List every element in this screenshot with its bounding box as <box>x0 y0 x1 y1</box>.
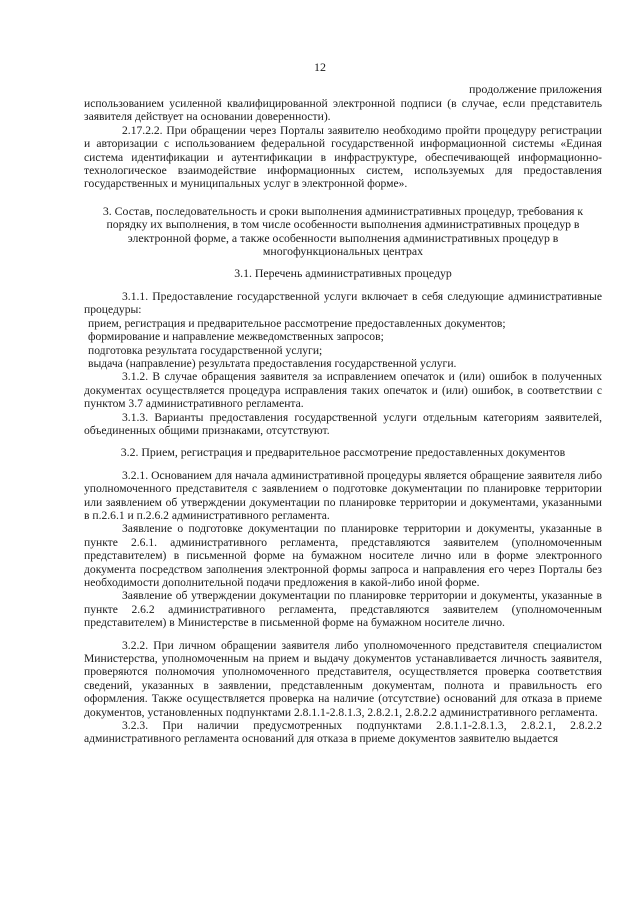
list-item: прием, регистрация и предварительное рассмотрение предоставленных документов; <box>88 316 506 330</box>
paragraph-3-2-1-c: Заявление об утверждении документации по планировке территории и документы, указанные в пункте 2.6.2 административного регламента, представляются заявителем (уполномоченным представителем) в Министерстве в письменной форме на бумажном носителе лично. <box>84 589 602 630</box>
paragraph-3-2-1: 3.2.1. Основанием для начала административной процедуры является обращение заявителя либо уполномоченного представителя с заявлением о подготовке документации по планировке территории или заявлением об утверждении документации по планировке территории и документами, указанными в п.2.6.1 и п.2.6.2 административного регламента. <box>84 468 602 522</box>
list-item: подготовка результата государственной услуги; <box>88 343 323 357</box>
section-3-1-heading: 3.1. Перечень административных процедур <box>234 266 452 281</box>
list-item: формирование и направление межведомственных запросов; <box>88 330 384 344</box>
list-item: выдача (направление) результата предоставления государственной услуги. <box>88 356 457 370</box>
section-3-2-heading: 3.2. Прием, регистрация и предварительное рассмотрение предоставленных документов <box>120 445 566 460</box>
section-3-heading: 3. Состав, последовательность и сроки выполнения административных процедур, требования к порядку их выполнения, в том числе особенности выполнения административных процедур в электронной форме, а также особенности выполнения административных процедур в многофункциональных центрах <box>102 203 584 259</box>
paragraph-3-1-3: 3.1.3. Варианты предоставления государственной услуги отдельным категориям заявителей, объединенных общими признаками, отсутствуют. <box>84 410 602 437</box>
paragraph-3-2-1-b: Заявление о подготовке документации по планировке территории и документы, указанные в пункте 2.6.1. административного регламента, представляются заявителем (уполномоченным представителем) в письменной форме на бумажном носителе лично или в форме электронного документа посредством заполнения электронной формы запроса и направления его через Порталы без необходимости дополнительной подачи предложения в какой-либо иной форме. <box>84 522 602 589</box>
paragraph-3-1-2: 3.1.2. В случае обращения заявителя за исправлением опечаток и (или) ошибок в полученных документах осуществляется процедура исправления таких опечаток и (или) ошибок, в соответствии с пунктом 3.7 административного регламента. <box>84 370 602 411</box>
paragraph: использованием усиленной квалифицированной электронной подписи (в случае, если представитель заявителя действует на основании доверенности). <box>84 97 602 124</box>
page-number: 12 <box>314 60 326 74</box>
paragraph-3-2-2: 3.2.2. При личном обращении заявителя либо уполномоченного представителя специалистом Министерства, уполномоченным на прием и выдачу документов устанавливается личность заявителя, проверяются полномочия уполномоченного представителя, осуществляется проверка соответствия сведений, указанных в заявлении, представленным документам, полнота и правильность его оформления. Также осуществляется проверка на наличие (отсутствие) оснований для отказа в приеме документов, установленных подпунктами 2.8.1.1-2.8.1.3, 2.8.2.1, 2.8.2.2 административного регламента. <box>84 638 602 719</box>
paragraph-3-2-3: 3.2.3. При наличии предусмотренных подпунктами 2.8.1.1-2.8.1.3, 2.8.2.1, 2.8.2.2 административного регламента оснований для отказа в приеме документов заявителю выдается <box>84 719 602 746</box>
continuation-note: продолжение приложения <box>469 82 602 96</box>
paragraph-2-17-2-2: 2.17.2.2. При обращении через Порталы заявителю необходимо пройти процедуру регистрации и авторизации с использованием федеральной государственной информационной системы «Единая система идентификации и аутентификации в инфраструктуре, обеспечивающей информационно-технологическое взаимодействие информационных систем, используемых для предоставления государственных и муниципальных услуг в электронной форме». <box>84 123 602 191</box>
document-body <box>84 97 602 746</box>
paragraph-3-1-1: 3.1.1. Предоставление государственной услуги включает в себя следующие административные процедуры: <box>84 289 602 317</box>
